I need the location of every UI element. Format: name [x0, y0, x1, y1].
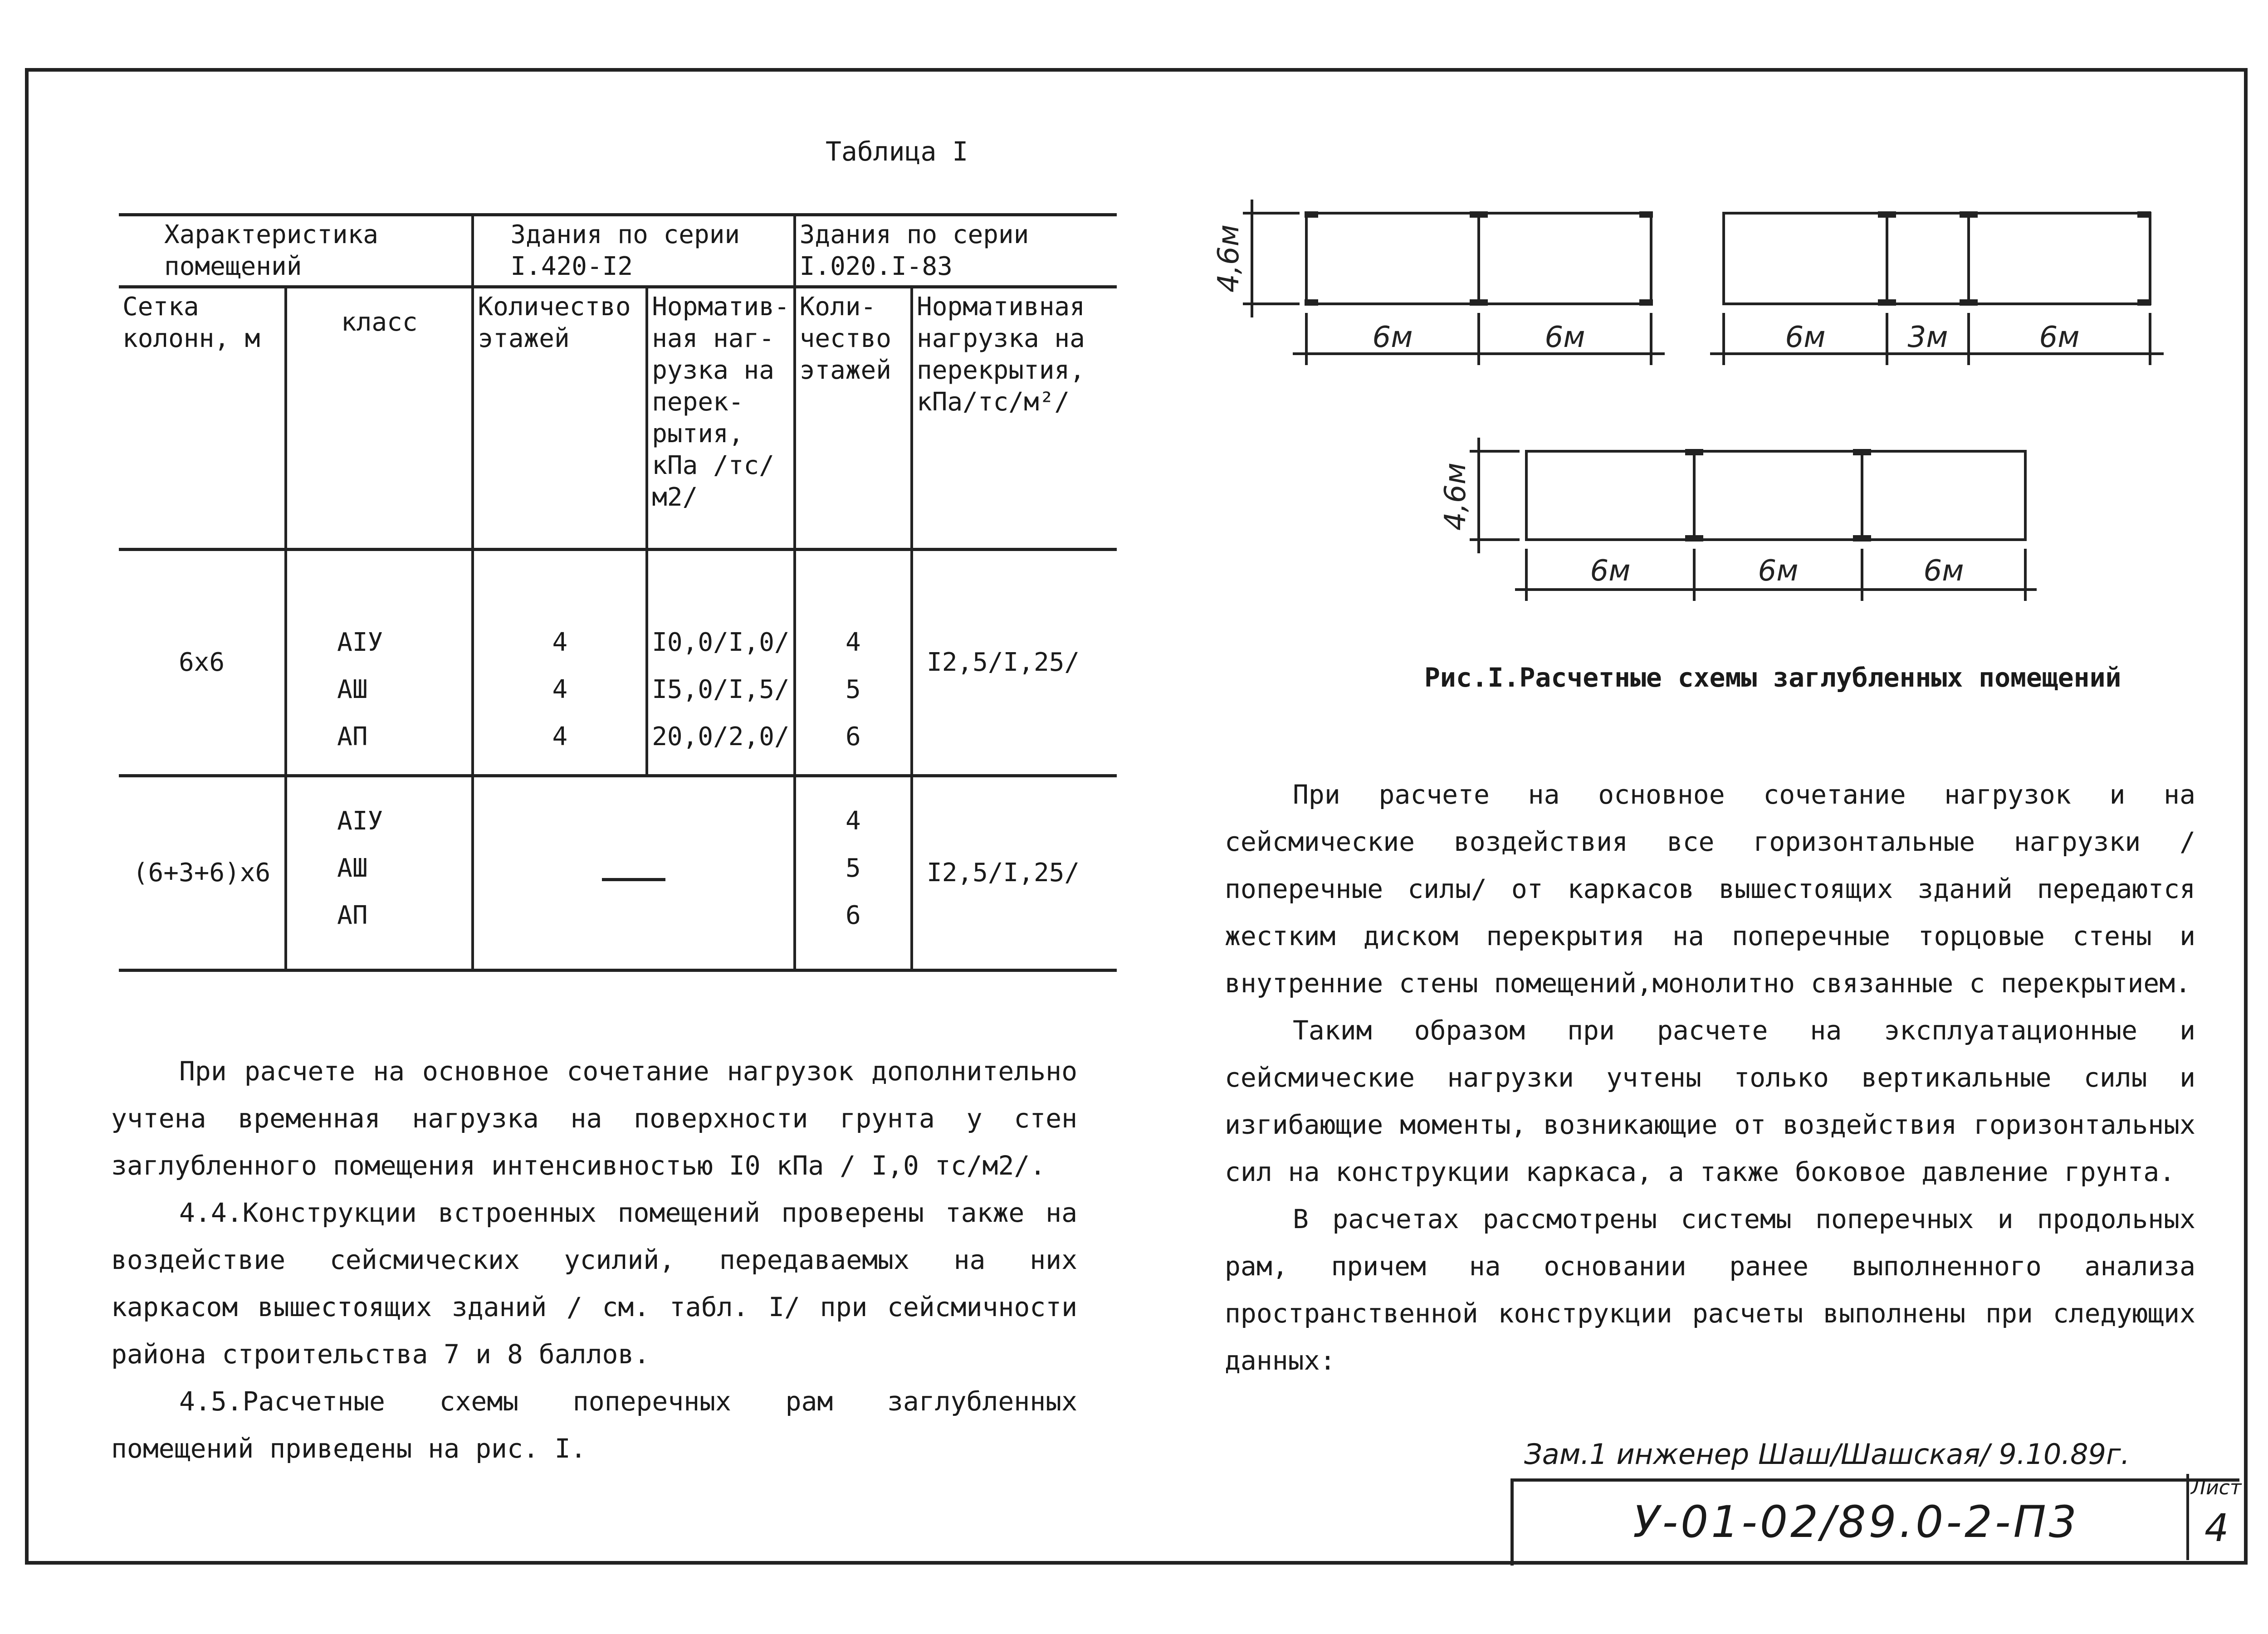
table-row — [119, 550, 1117, 776]
floors-cell: 5 — [845, 675, 861, 704]
node-mark — [1685, 535, 1703, 541]
class-cell: AП — [337, 722, 368, 751]
span-label: 6м — [1923, 554, 1964, 588]
load-cell: 20,0/2,0/ — [652, 722, 790, 751]
height-label: 4,6м — [1439, 462, 1472, 531]
height-label: 4,6м — [1212, 224, 1246, 293]
node-mark — [1305, 211, 1318, 218]
left-paragraph: При расчете на основное сочетание нагрузок дополнительно учтена временная нагрузка на поверхности грунта у стен заглубленного помещения интенсивностью I0 кПа / I,0 тс/м2/. — [111, 1056, 1077, 1181]
sheet-label: Лист — [2191, 1476, 2242, 1499]
group2-floors-2 — [795, 776, 912, 971]
load-table — [119, 213, 1117, 972]
node-mark — [2137, 211, 2151, 218]
node-mark — [1470, 211, 1488, 218]
span-label: 6м — [1785, 321, 1826, 354]
floors-cell: 4 — [552, 722, 568, 751]
node-mark — [1639, 211, 1653, 218]
load-cell: I5,0/I,5/ — [652, 675, 790, 704]
right-paragraph: Таким образом при расчете на эксплуатационные и сейсмические нагрузки учтены только вертикальные силы и изгибающие моменты, возникающие от воздействия горизонтальных сил на конструкции каркаса, а также боковое давление грунта. — [1225, 1015, 2195, 1187]
load-cell: I0,0/I,0/ — [652, 628, 790, 657]
header-load-1: Норматив-ная наг-рузка на перек-рытия, кПа /тс/м2/ — [647, 287, 794, 550]
group2-load-2: I2,5/I,25/ — [912, 776, 1117, 971]
group1-load-1 — [647, 550, 794, 776]
header-class: класс — [286, 287, 473, 550]
document-code: У-01-02/89.0-2-П3 — [1633, 1497, 2079, 1547]
node-mark — [2137, 299, 2151, 306]
node-mark — [1878, 299, 1896, 306]
group1-floors-1 — [473, 550, 647, 776]
header-floors-1: Количество этажей — [473, 287, 647, 550]
floors-cell: 4 — [552, 675, 568, 704]
floors-cell: 5 — [845, 854, 861, 883]
node-mark — [1305, 299, 1318, 306]
node-mark — [1878, 211, 1896, 218]
right-paragraph: В расчетах рассмотрены системы поперечных и продольных рам, причем на основании ранее выполненного анализа пространственной конструкции расчеты выполнены при следующих данных: — [1225, 1204, 2195, 1376]
node-mark — [1470, 299, 1488, 306]
header-characteristic: Характеристика помещений — [119, 215, 473, 287]
right-text-block — [1225, 771, 2195, 1384]
frame-outline — [1526, 451, 2025, 540]
node-mark — [1960, 211, 1978, 218]
header-series-1: Здания по серии I.420-I2 — [473, 215, 794, 287]
floors-cell: 6 — [845, 901, 861, 930]
span-label: 6м — [2039, 321, 2080, 354]
floors-cell: 6 — [845, 722, 861, 751]
frame-schemes-figure — [1202, 172, 2236, 644]
group1-floors-2 — [795, 550, 912, 776]
node-mark — [1639, 299, 1653, 306]
table-header-row-1 — [119, 215, 1117, 287]
frame-outline — [1724, 213, 2150, 304]
group2-series1-empty — [473, 776, 794, 971]
figure-caption: Рис.I.Расчетные схемы заглубленных помещений — [1424, 662, 2121, 693]
node-mark — [1685, 449, 1703, 455]
table-caption: Таблица I — [826, 136, 968, 167]
group1-grid: 6x6 — [119, 550, 286, 776]
group1-classes — [286, 550, 473, 776]
node-mark — [1960, 299, 1978, 306]
left-text-block — [111, 1048, 1077, 1472]
group2-classes — [286, 776, 473, 971]
sheet-number: 4 — [2204, 1506, 2229, 1550]
header-floors-2: Коли-чество этажей — [795, 287, 912, 550]
floors-cell: 4 — [552, 628, 568, 657]
revision-note: Зам.1 инженер Шаш/Шашская/ 9.10.89г. — [1524, 1438, 2130, 1471]
scheme-1 — [1243, 200, 1665, 365]
class-cell: AШ — [337, 854, 368, 883]
empty-dash — [602, 878, 665, 881]
class-cell: AIУ — [337, 628, 383, 657]
header-grid: Сетка колонн, м — [119, 287, 286, 550]
table-row — [119, 776, 1117, 971]
group2-grid: (6+3+6)x6 — [119, 776, 286, 971]
class-cell: AIУ — [337, 806, 383, 836]
span-label: 6м — [1545, 321, 1585, 354]
right-paragraph: При расчете на основное сочетание нагрузок и на сейсмические воздействия все горизонтальные нагрузки / поперечные силы/ от каркасов вышестоящих зданий передаются жестким диском перекрытия на поперечные торцовые стены и внутренние стены помещений,монолитно связанные с перекрытием. — [1225, 779, 2195, 999]
class-cell: AП — [337, 901, 368, 930]
node-mark — [1853, 449, 1871, 455]
node-mark — [1853, 535, 1871, 541]
header-series-2: Здания по серии I.020.I-83 — [795, 215, 1117, 287]
floors-cell: 4 — [845, 628, 861, 657]
header-load-2: Нормативная нагрузка на перекрытия, кПа/тс/м²/ — [912, 287, 1117, 550]
left-paragraph: 4.4.Конструкции встроенных помещений проверены также на воздействие сейсмических усилий, передаваемых на них каркасом вышестоящих зданий / см. табл. I/ при сейсмичности района строительства 7 и 8 баллов. — [111, 1197, 1077, 1370]
left-paragraph: 4.5.Расчетные схемы поперечных рам заглубленных помещений приведены на рис. I. — [111, 1386, 1077, 1464]
table-header-row-2 — [119, 287, 1117, 550]
span-label: 6м — [1758, 554, 1799, 588]
floors-cell: 4 — [845, 806, 861, 836]
class-cell: AШ — [337, 675, 368, 704]
span-label: 3м — [1907, 321, 1948, 354]
span-label: 6м — [1372, 321, 1413, 354]
span-label: 6м — [1590, 554, 1631, 588]
group1-load-2: I2,5/I,25/ — [912, 550, 1117, 776]
